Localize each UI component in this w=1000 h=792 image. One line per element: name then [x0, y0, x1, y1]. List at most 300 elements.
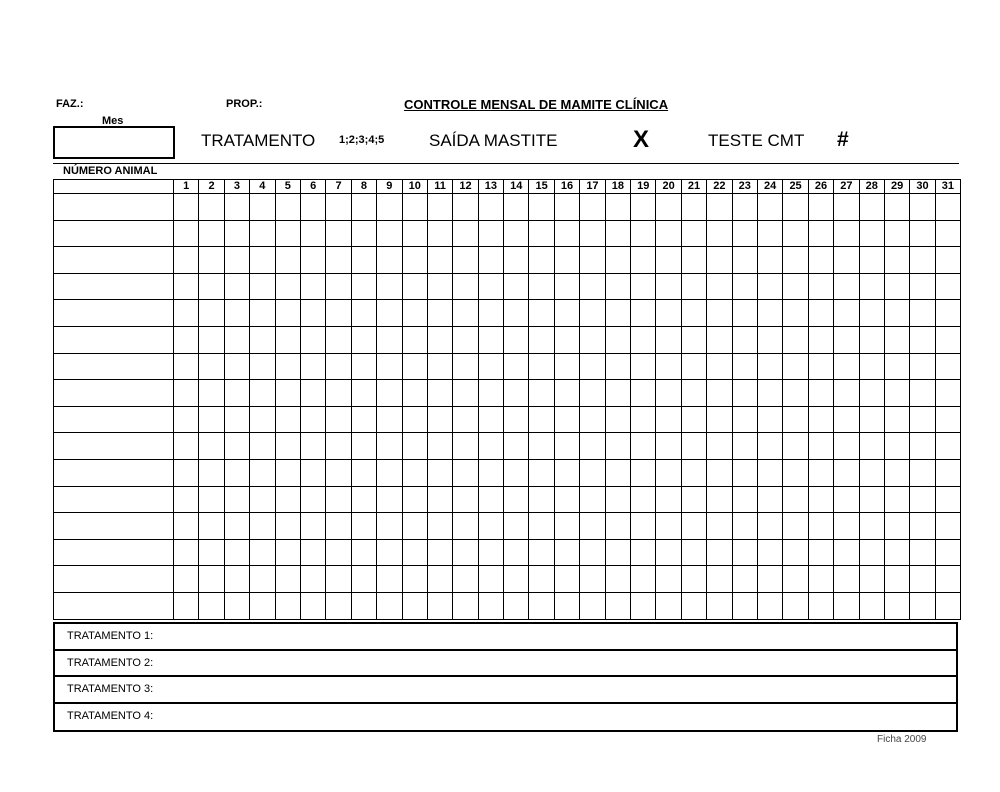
day-cell[interactable] [884, 539, 909, 566]
day-cell[interactable] [504, 300, 529, 327]
day-cell[interactable] [402, 592, 427, 619]
day-cell[interactable] [859, 326, 884, 353]
day-cell[interactable] [783, 566, 808, 593]
day-cell[interactable] [199, 273, 224, 300]
day-cell[interactable] [351, 326, 376, 353]
day-cell[interactable] [402, 220, 427, 247]
day-cell[interactable] [504, 486, 529, 513]
animal-number-cell[interactable] [54, 247, 174, 274]
day-cell[interactable] [275, 592, 300, 619]
day-cell[interactable] [834, 406, 859, 433]
day-cell[interactable] [326, 353, 351, 380]
day-cell[interactable] [732, 194, 757, 221]
day-cell[interactable] [377, 566, 402, 593]
day-cell[interactable] [224, 539, 249, 566]
day-cell[interactable] [351, 539, 376, 566]
animal-number-cell[interactable] [54, 592, 174, 619]
day-cell[interactable] [631, 353, 656, 380]
day-cell[interactable] [326, 380, 351, 407]
day-cell[interactable] [554, 247, 579, 274]
day-cell[interactable] [910, 539, 935, 566]
day-cell[interactable] [631, 513, 656, 540]
day-cell[interactable] [377, 459, 402, 486]
day-cell[interactable] [783, 380, 808, 407]
day-cell[interactable] [377, 433, 402, 460]
day-cell[interactable] [351, 566, 376, 593]
day-cell[interactable] [174, 406, 199, 433]
day-cell[interactable] [681, 194, 706, 221]
day-cell[interactable] [478, 566, 503, 593]
day-cell[interactable] [453, 459, 478, 486]
day-cell[interactable] [757, 513, 782, 540]
day-cell[interactable] [453, 353, 478, 380]
day-cell[interactable] [580, 433, 605, 460]
day-cell[interactable] [377, 592, 402, 619]
day-cell[interactable] [402, 459, 427, 486]
day-cell[interactable] [504, 326, 529, 353]
animal-number-cell[interactable] [54, 406, 174, 433]
day-cell[interactable] [402, 326, 427, 353]
day-cell[interactable] [224, 247, 249, 274]
day-cell[interactable] [478, 326, 503, 353]
day-cell[interactable] [656, 513, 681, 540]
day-cell[interactable] [859, 380, 884, 407]
day-cell[interactable] [351, 459, 376, 486]
day-cell[interactable] [377, 220, 402, 247]
day-cell[interactable] [707, 486, 732, 513]
day-cell[interactable] [427, 326, 452, 353]
day-cell[interactable] [910, 406, 935, 433]
day-cell[interactable] [174, 380, 199, 407]
day-cell[interactable] [300, 273, 325, 300]
day-cell[interactable] [402, 513, 427, 540]
day-cell[interactable] [224, 380, 249, 407]
day-cell[interactable] [351, 247, 376, 274]
day-cell[interactable] [935, 486, 960, 513]
day-cell[interactable] [224, 194, 249, 221]
day-cell[interactable] [910, 513, 935, 540]
day-cell[interactable] [478, 539, 503, 566]
day-cell[interactable] [250, 353, 275, 380]
day-cell[interactable] [326, 566, 351, 593]
day-cell[interactable] [783, 273, 808, 300]
day-cell[interactable] [808, 486, 833, 513]
day-cell[interactable] [834, 273, 859, 300]
day-cell[interactable] [757, 406, 782, 433]
day-cell[interactable] [174, 459, 199, 486]
day-cell[interactable] [884, 459, 909, 486]
day-cell[interactable] [402, 273, 427, 300]
day-cell[interactable] [250, 220, 275, 247]
day-cell[interactable] [453, 247, 478, 274]
treatment-row[interactable] [55, 704, 956, 731]
day-cell[interactable] [300, 459, 325, 486]
animal-number-cell[interactable] [54, 353, 174, 380]
day-cell[interactable] [580, 353, 605, 380]
day-cell[interactable] [326, 459, 351, 486]
day-cell[interactable] [808, 300, 833, 327]
day-cell[interactable] [275, 353, 300, 380]
day-cell[interactable] [757, 353, 782, 380]
day-cell[interactable] [174, 300, 199, 327]
day-cell[interactable] [681, 220, 706, 247]
day-cell[interactable] [174, 220, 199, 247]
day-cell[interactable] [859, 592, 884, 619]
day-cell[interactable] [275, 406, 300, 433]
day-cell[interactable] [529, 300, 554, 327]
day-cell[interactable] [529, 247, 554, 274]
day-cell[interactable] [275, 380, 300, 407]
day-cell[interactable] [377, 273, 402, 300]
day-cell[interactable] [504, 459, 529, 486]
day-cell[interactable] [656, 566, 681, 593]
day-cell[interactable] [478, 406, 503, 433]
day-cell[interactable] [631, 433, 656, 460]
day-cell[interactable] [351, 406, 376, 433]
day-cell[interactable] [554, 486, 579, 513]
day-cell[interactable] [224, 273, 249, 300]
day-cell[interactable] [326, 300, 351, 327]
day-cell[interactable] [834, 539, 859, 566]
day-cell[interactable] [275, 566, 300, 593]
animal-number-cell[interactable] [54, 326, 174, 353]
day-cell[interactable] [453, 433, 478, 460]
day-cell[interactable] [631, 273, 656, 300]
day-cell[interactable] [732, 247, 757, 274]
day-cell[interactable] [732, 326, 757, 353]
day-cell[interactable] [783, 247, 808, 274]
day-cell[interactable] [808, 273, 833, 300]
day-cell[interactable] [605, 247, 630, 274]
day-cell[interactable] [834, 459, 859, 486]
day-cell[interactable] [935, 433, 960, 460]
day-cell[interactable] [859, 539, 884, 566]
day-cell[interactable] [935, 459, 960, 486]
animal-number-cell[interactable] [54, 459, 174, 486]
day-cell[interactable] [275, 194, 300, 221]
day-cell[interactable] [910, 566, 935, 593]
day-cell[interactable] [681, 326, 706, 353]
day-cell[interactable] [681, 406, 706, 433]
day-cell[interactable] [935, 247, 960, 274]
day-cell[interactable] [300, 566, 325, 593]
day-cell[interactable] [580, 380, 605, 407]
day-cell[interactable] [174, 513, 199, 540]
day-cell[interactable] [478, 220, 503, 247]
day-cell[interactable] [834, 433, 859, 460]
day-cell[interactable] [224, 433, 249, 460]
day-cell[interactable] [478, 486, 503, 513]
day-cell[interactable] [580, 326, 605, 353]
day-cell[interactable] [681, 539, 706, 566]
day-cell[interactable] [529, 486, 554, 513]
day-cell[interactable] [757, 273, 782, 300]
day-cell[interactable] [529, 539, 554, 566]
day-cell[interactable] [427, 406, 452, 433]
day-cell[interactable] [910, 380, 935, 407]
day-cell[interactable] [427, 539, 452, 566]
day-cell[interactable] [580, 406, 605, 433]
day-cell[interactable] [478, 273, 503, 300]
day-cell[interactable] [504, 247, 529, 274]
day-cell[interactable] [631, 566, 656, 593]
animal-number-cell[interactable] [54, 539, 174, 566]
day-cell[interactable] [631, 194, 656, 221]
day-cell[interactable] [529, 353, 554, 380]
day-cell[interactable] [783, 406, 808, 433]
day-cell[interactable] [808, 380, 833, 407]
day-cell[interactable] [224, 459, 249, 486]
day-cell[interactable] [554, 220, 579, 247]
day-cell[interactable] [224, 353, 249, 380]
day-cell[interactable] [707, 353, 732, 380]
day-cell[interactable] [681, 566, 706, 593]
day-cell[interactable] [478, 433, 503, 460]
day-cell[interactable] [402, 433, 427, 460]
day-cell[interactable] [605, 300, 630, 327]
day-cell[interactable] [402, 486, 427, 513]
day-cell[interactable] [656, 247, 681, 274]
day-cell[interactable] [910, 433, 935, 460]
day-cell[interactable] [910, 220, 935, 247]
day-cell[interactable] [808, 566, 833, 593]
day-cell[interactable] [427, 247, 452, 274]
day-cell[interactable] [707, 247, 732, 274]
day-cell[interactable] [859, 406, 884, 433]
animal-number-cell[interactable] [54, 486, 174, 513]
day-cell[interactable] [199, 247, 224, 274]
day-cell[interactable] [656, 273, 681, 300]
day-cell[interactable] [707, 406, 732, 433]
day-cell[interactable] [757, 380, 782, 407]
day-cell[interactable] [681, 486, 706, 513]
day-cell[interactable] [631, 247, 656, 274]
day-cell[interactable] [910, 273, 935, 300]
day-cell[interactable] [859, 566, 884, 593]
day-cell[interactable] [275, 459, 300, 486]
day-cell[interactable] [910, 459, 935, 486]
day-cell[interactable] [783, 353, 808, 380]
day-cell[interactable] [504, 273, 529, 300]
day-cell[interactable] [910, 326, 935, 353]
day-cell[interactable] [757, 220, 782, 247]
day-cell[interactable] [377, 513, 402, 540]
day-cell[interactable] [351, 513, 376, 540]
day-cell[interactable] [275, 326, 300, 353]
day-cell[interactable] [681, 247, 706, 274]
day-cell[interactable] [402, 194, 427, 221]
day-cell[interactable] [199, 406, 224, 433]
day-cell[interactable] [834, 380, 859, 407]
day-cell[interactable] [935, 539, 960, 566]
day-cell[interactable] [757, 539, 782, 566]
day-cell[interactable] [732, 539, 757, 566]
day-cell[interactable] [174, 592, 199, 619]
day-cell[interactable] [910, 353, 935, 380]
day-cell[interactable] [656, 380, 681, 407]
day-cell[interactable] [174, 433, 199, 460]
day-cell[interactable] [681, 433, 706, 460]
day-cell[interactable] [910, 592, 935, 619]
day-cell[interactable] [783, 433, 808, 460]
day-cell[interactable] [757, 194, 782, 221]
day-cell[interactable] [402, 300, 427, 327]
day-cell[interactable] [250, 380, 275, 407]
day-cell[interactable] [707, 566, 732, 593]
day-cell[interactable] [783, 459, 808, 486]
day-cell[interactable] [504, 513, 529, 540]
day-cell[interactable] [681, 513, 706, 540]
day-cell[interactable] [580, 539, 605, 566]
day-cell[interactable] [377, 539, 402, 566]
day-cell[interactable] [224, 326, 249, 353]
day-cell[interactable] [199, 566, 224, 593]
day-cell[interactable] [859, 513, 884, 540]
day-cell[interactable] [732, 566, 757, 593]
day-cell[interactable] [605, 592, 630, 619]
day-cell[interactable] [808, 194, 833, 221]
day-cell[interactable] [529, 513, 554, 540]
day-cell[interactable] [605, 194, 630, 221]
day-cell[interactable] [275, 220, 300, 247]
animal-number-cell[interactable] [54, 380, 174, 407]
day-cell[interactable] [453, 406, 478, 433]
day-cell[interactable] [326, 433, 351, 460]
day-cell[interactable] [808, 459, 833, 486]
day-cell[interactable] [808, 592, 833, 619]
day-cell[interactable] [631, 486, 656, 513]
mes-input-box[interactable] [53, 126, 175, 159]
day-cell[interactable] [250, 539, 275, 566]
day-cell[interactable] [580, 247, 605, 274]
day-cell[interactable] [681, 380, 706, 407]
day-cell[interactable] [783, 194, 808, 221]
day-cell[interactable] [529, 433, 554, 460]
day-cell[interactable] [427, 300, 452, 327]
day-cell[interactable] [808, 539, 833, 566]
day-cell[interactable] [174, 486, 199, 513]
day-cell[interactable] [199, 486, 224, 513]
day-cell[interactable] [808, 326, 833, 353]
day-cell[interactable] [351, 592, 376, 619]
day-cell[interactable] [504, 539, 529, 566]
day-cell[interactable] [478, 592, 503, 619]
day-cell[interactable] [275, 273, 300, 300]
day-cell[interactable] [732, 300, 757, 327]
day-cell[interactable] [402, 539, 427, 566]
day-cell[interactable] [656, 326, 681, 353]
day-cell[interactable] [935, 194, 960, 221]
day-cell[interactable] [326, 539, 351, 566]
day-cell[interactable] [478, 353, 503, 380]
day-cell[interactable] [377, 380, 402, 407]
animal-number-cell[interactable] [54, 566, 174, 593]
day-cell[interactable] [808, 220, 833, 247]
day-cell[interactable] [453, 220, 478, 247]
day-cell[interactable] [300, 433, 325, 460]
day-cell[interactable] [250, 433, 275, 460]
day-cell[interactable] [580, 459, 605, 486]
day-cell[interactable] [377, 247, 402, 274]
day-cell[interactable] [580, 273, 605, 300]
day-cell[interactable] [224, 406, 249, 433]
day-cell[interactable] [631, 539, 656, 566]
day-cell[interactable] [554, 380, 579, 407]
day-cell[interactable] [605, 433, 630, 460]
day-cell[interactable] [453, 592, 478, 619]
day-cell[interactable] [910, 486, 935, 513]
day-cell[interactable] [605, 459, 630, 486]
day-cell[interactable] [834, 247, 859, 274]
day-cell[interactable] [580, 513, 605, 540]
day-cell[interactable] [580, 566, 605, 593]
day-cell[interactable] [554, 300, 579, 327]
day-cell[interactable] [834, 220, 859, 247]
day-cell[interactable] [504, 220, 529, 247]
day-cell[interactable] [554, 433, 579, 460]
day-cell[interactable] [427, 380, 452, 407]
day-cell[interactable] [529, 273, 554, 300]
day-cell[interactable] [427, 273, 452, 300]
day-cell[interactable] [250, 459, 275, 486]
day-cell[interactable] [656, 459, 681, 486]
day-cell[interactable] [656, 592, 681, 619]
day-cell[interactable] [199, 539, 224, 566]
treatment-row[interactable] [55, 651, 956, 678]
day-cell[interactable] [326, 194, 351, 221]
day-cell[interactable] [732, 380, 757, 407]
day-cell[interactable] [707, 194, 732, 221]
day-cell[interactable] [554, 406, 579, 433]
day-cell[interactable] [529, 406, 554, 433]
day-cell[interactable] [580, 300, 605, 327]
day-cell[interactable] [300, 247, 325, 274]
day-cell[interactable] [529, 592, 554, 619]
day-cell[interactable] [859, 194, 884, 221]
day-cell[interactable] [580, 592, 605, 619]
day-cell[interactable] [504, 566, 529, 593]
day-cell[interactable] [884, 406, 909, 433]
day-cell[interactable] [529, 326, 554, 353]
day-cell[interactable] [732, 592, 757, 619]
day-cell[interactable] [732, 220, 757, 247]
day-cell[interactable] [504, 433, 529, 460]
day-cell[interactable] [935, 353, 960, 380]
day-cell[interactable] [935, 326, 960, 353]
treatment-row[interactable] [55, 624, 956, 651]
day-cell[interactable] [250, 513, 275, 540]
day-cell[interactable] [681, 353, 706, 380]
day-cell[interactable] [859, 459, 884, 486]
day-cell[interactable] [910, 247, 935, 274]
day-cell[interactable] [224, 592, 249, 619]
day-cell[interactable] [478, 513, 503, 540]
day-cell[interactable] [707, 326, 732, 353]
day-cell[interactable] [910, 300, 935, 327]
day-cell[interactable] [224, 513, 249, 540]
day-cell[interactable] [732, 273, 757, 300]
day-cell[interactable] [732, 433, 757, 460]
day-cell[interactable] [174, 353, 199, 380]
day-cell[interactable] [504, 380, 529, 407]
day-cell[interactable] [326, 326, 351, 353]
day-cell[interactable] [199, 194, 224, 221]
day-cell[interactable] [224, 220, 249, 247]
day-cell[interactable] [757, 486, 782, 513]
day-cell[interactable] [757, 566, 782, 593]
day-cell[interactable] [554, 194, 579, 221]
day-cell[interactable] [757, 592, 782, 619]
